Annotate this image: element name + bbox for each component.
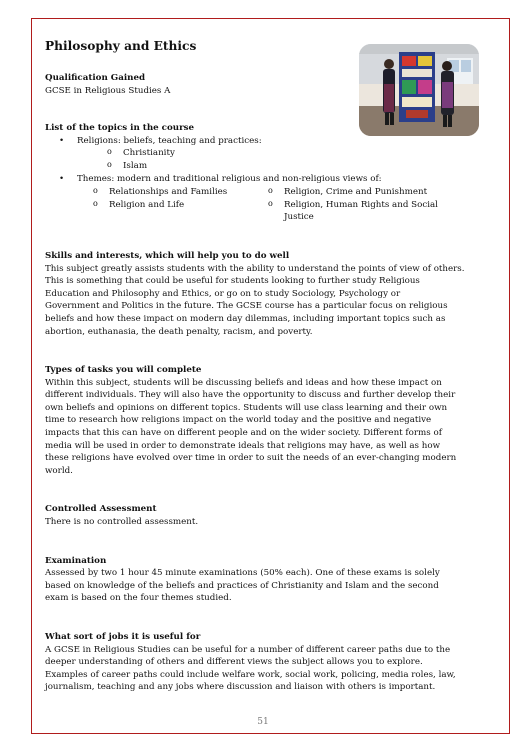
qualification-section [45,72,475,97]
tasks-line: impacts that this can have on different people and on the wider society. Different forms of [45,428,442,439]
exam-line: exam is based on the four themes studied. [45,593,232,604]
jobs-heading: What sort of jobs it is useful for [45,632,201,642]
jobs-line: A GCSE in Religious Studies can be useful for a number of different career paths due to the [45,644,451,655]
jobs-line: Examples of career paths could include welfare work, social work, policing, media roles, law, [45,669,456,680]
controlled-heading: Controlled Assessment [45,504,157,515]
exam-heading: Examination [45,555,107,566]
jobs-section [45,631,475,694]
examination-section [45,555,475,605]
tasks-line: Within this subject, students will be discussing beliefs and ideas and how these impact on [45,377,442,388]
tasks-line: time to research how religions impact on the world today and the positive and negative [45,415,432,426]
skills-line: This is something that could be useful for students looking to further study Religious [45,276,420,287]
tasks-line: media will be used in order to demonstrate ideals that religions may have, as well as how [45,440,441,451]
controlled-assessment-section [45,503,475,528]
qualification-value: GCSE in Religious Studies A [45,85,171,96]
tasks-line: these religions have evolved over time in order to suit the needs of an ever-changing modern [45,453,457,464]
page-number: 51 [257,717,269,727]
list-item: o Religion, Human Rights and Social Justice [268,199,468,224]
topics-list [45,135,475,185]
skills-line: beliefs and how these impact on modern day dilemmas, including important topics such as [45,313,446,324]
tasks-section [45,364,475,477]
skills-line: This subject greatly assists students with the ability to understand the points of view of others. [45,263,465,274]
skills-section [45,250,475,338]
list-item [59,135,475,173]
list-item: o Islam [107,160,475,173]
exam-line: Assessed by two 1 hour 45 minute examinations (50% each). One of these exams is solely [45,568,440,579]
tasks-line: different individuals. They will also have the opportunity to discuss and further develop their [45,390,456,401]
themes-label: Themes: modern and traditional religious and non-religious views of: [77,173,382,184]
qualification-heading: Qualification Gained [45,73,146,83]
religions-sublist [77,147,475,172]
topics-section [45,122,475,224]
list-item [59,173,475,186]
list-item: o Relationships and Families [93,186,268,199]
skills-heading: Skills and interests, which will help you to do well [45,250,290,261]
page-title: Philosophy and Ethics [45,39,197,53]
tasks-heading: Types of tasks you will complete [45,365,202,376]
skills-line: Education and Philosophy and Ethics, or go on to study Sociology, Psychology or [45,288,401,299]
tasks-line: own beliefs and opinions on different topics. Students will use class learning and their own [45,402,448,413]
exam-line: based on knowledge of the beliefs and practices of Christianity and Islam and the second [45,580,439,591]
list-item: o Christianity [107,147,475,160]
jobs-line: deeper understanding of others and different views the subject allows you to explore. [45,657,423,668]
controlled-value: There is no controlled assessment. [45,517,199,528]
page-content [45,38,475,694]
skills-line: Government and Politics in the future. The GCSE course has a particular focus on religious [45,301,448,312]
topics-heading: List of the topics in the course [45,123,195,134]
skills-line: abortion, euthanasia, the death penalty, racism, and poverty. [45,326,313,337]
religions-label: Religions: beliefs, teaching and practices: [77,135,262,146]
jobs-line: journalism, teaching and any jobs where discussion and liaison with others is important. [45,682,436,693]
list-item: o Religion and Life [93,199,268,224]
tasks-line: world. [45,465,73,476]
list-item: o Religion, Crime and Punishment [268,186,468,199]
themes-sublist [45,186,475,224]
